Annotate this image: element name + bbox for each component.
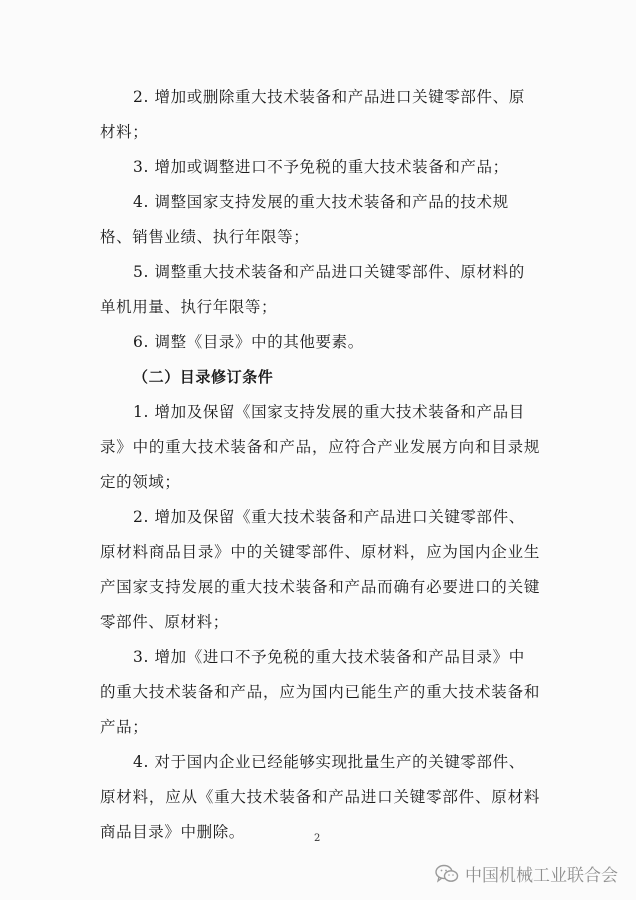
condition-continuation: 原材料商品目录》中的关键零部件、原材料，应为国内企业生产国家支持发展的重大技术装备和产品而确有必要进口的关键零部件、原材料； <box>100 543 540 631</box>
condition-first-line: 1. 增加及保留《国家支持发展的重大技术装备和产品目 <box>133 403 525 421</box>
document-body <box>100 80 540 850</box>
paragraph-continuation: 格、销售业绩、执行年限等； <box>100 228 310 246</box>
condition-continuation: 原材料，应从《重大技术装备和产品进口关键零部件、原材料商品目录》中删除。 <box>100 788 540 841</box>
condition-item-1 <box>100 395 540 500</box>
wechat-icon <box>435 864 459 884</box>
paragraph-first-line: 5. 调整重大技术装备和产品进口关键零部件、原材料的 <box>133 263 525 281</box>
condition-item-3 <box>100 640 540 745</box>
paragraph-first-line: 2. 增加或删除重大技术装备和产品进口关键零部件、原 <box>133 88 525 106</box>
paragraph-item-6 <box>100 325 540 360</box>
paragraph-item-5 <box>100 255 540 325</box>
condition-item-2 <box>100 500 540 640</box>
section-heading: （二）目录修订条件 <box>133 368 274 386</box>
wechat-watermark <box>435 861 618 886</box>
paragraph-continuation: 材料； <box>100 123 149 141</box>
condition-first-line: 4. 对于国内企业已经能够实现批量生产的关键零部件、 <box>133 753 525 771</box>
paragraph-item-3 <box>100 150 540 185</box>
paragraph-continuation: 单机用量、执行年限等； <box>100 298 278 316</box>
paragraph-first-line: 3. 增加或调整进口不予免税的重大技术装备和产品； <box>133 158 509 176</box>
paragraph-item-2 <box>100 80 540 150</box>
condition-continuation: 录》中的重大技术装备和产品，应符合产业发展方向和目录规定的领域； <box>100 438 540 491</box>
paragraph-first-line: 6. 调整《目录》中的其他要素。 <box>133 333 364 351</box>
watermark-text: 中国机械工业联合会 <box>465 866 618 886</box>
condition-continuation: 的重大技术装备和产品，应为国内已能生产的重大技术装备和产品； <box>100 683 540 736</box>
paragraph-first-line: 4. 调整国家支持发展的重大技术装备和产品的技术规 <box>133 193 509 211</box>
paragraph-item-4 <box>100 185 540 255</box>
condition-first-line: 3. 增加《进口不予免税的重大技术装备和产品目录》中 <box>133 648 525 666</box>
page-number: 2 <box>314 833 321 844</box>
condition-first-line: 2. 增加及保留《重大技术装备和产品进口关键零部件、 <box>133 508 525 526</box>
